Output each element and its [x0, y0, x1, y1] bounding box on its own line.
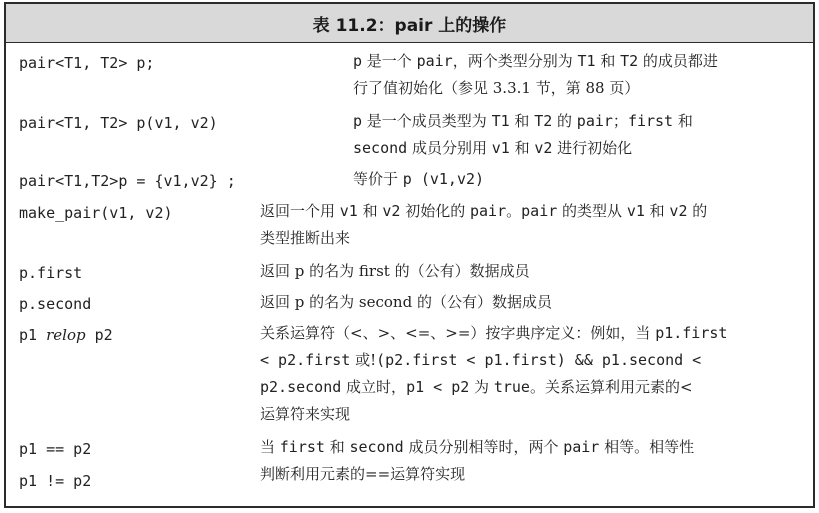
code-part: relop — [46, 326, 86, 344]
description-text: 。关系运算利用元素的< — [529, 378, 693, 396]
operation-description — [353, 48, 718, 102]
description-text: ，两个类型分别为 — [452, 52, 578, 70]
operation-code: p1 == p2 — [19, 440, 92, 458]
description-text: 和 — [509, 139, 535, 157]
description-text: 初始化的 — [400, 202, 470, 220]
description-text: 的 — [552, 112, 577, 130]
operation-code — [19, 326, 113, 344]
description-text: 返回 p 的名为 first 的（公有）数据成员 — [260, 262, 530, 280]
operation-description — [260, 258, 530, 285]
table-caption: 表 11.2：pair 上的操作 — [6, 4, 813, 43]
description-text: T2 — [534, 112, 553, 130]
operation-code: p.second — [19, 295, 92, 313]
description-text: 。 — [506, 202, 522, 220]
description-text: p — [353, 52, 363, 70]
description-line — [353, 48, 718, 75]
description-line — [260, 461, 694, 488]
description-text: 返回 p 的名为 second 的（公有）数据成员 — [260, 293, 552, 311]
operation-code: pair<T1,T2>p = {v1,v2} ; — [19, 172, 236, 190]
description-text: 和 — [595, 52, 621, 70]
description-text: 成员分别用 — [407, 139, 492, 157]
description-text: pair — [416, 52, 453, 70]
description-text: second — [353, 139, 408, 157]
description-text: pair — [563, 438, 600, 456]
description-text: 是一个 — [362, 52, 417, 70]
description-text: 成员分别相等时，两个 — [403, 438, 564, 456]
description-text: 成立时， — [341, 378, 407, 396]
description-text: 运算符来实现 — [260, 405, 351, 423]
description-text: v1 — [626, 202, 645, 220]
description-line — [353, 108, 693, 135]
description-text: ； — [612, 112, 628, 130]
description-text: 是一个成员类型为 — [362, 112, 492, 130]
description-text: p1 < p2 — [406, 378, 470, 396]
description-text: v2 — [669, 202, 688, 220]
operation-code: p.first — [19, 264, 83, 282]
description-text: 行了值初始化（参见 3.3.1 节，第 88 页） — [353, 79, 640, 97]
description-text: p — [353, 112, 363, 130]
operation-description — [353, 166, 484, 193]
description-text: 的类型从 — [557, 202, 627, 220]
description-text: 或! — [350, 351, 377, 369]
description-text: true — [493, 378, 530, 396]
description-text: 和 — [509, 112, 535, 130]
description-line — [353, 75, 718, 102]
code-part: p2 — [85, 326, 113, 344]
description-text: pair — [576, 112, 613, 130]
description-line — [260, 320, 727, 347]
description-text: first — [279, 438, 325, 456]
description-text: T2 — [620, 52, 639, 70]
operation-code: pair<T1, T2> p(v1, v2) — [19, 114, 218, 132]
description-text: second — [349, 438, 404, 456]
description-text: 为 — [469, 378, 494, 396]
description-text: 当 — [260, 438, 280, 456]
description-text: 返回一个用 — [260, 202, 340, 220]
description-line — [260, 434, 694, 461]
description-line — [260, 401, 727, 428]
operation-description — [260, 320, 727, 428]
description-text: 和 — [357, 202, 383, 220]
description-text: T1 — [491, 112, 510, 130]
operations-table — [4, 2, 815, 508]
description-text: v1 — [339, 202, 358, 220]
description-line — [260, 374, 727, 401]
description-text: v2 — [382, 202, 401, 220]
description-text: v2 — [534, 139, 553, 157]
description-text: p (v1,v2) — [402, 170, 485, 188]
operation-description — [260, 434, 694, 488]
description-line — [260, 225, 707, 252]
operation-description — [260, 289, 552, 316]
description-text: 进行初始化 — [552, 139, 633, 157]
description-text: 关系运算符（<、>、<=、>=）按字典序定义：例如，当 — [260, 324, 656, 342]
description-text: v1 — [491, 139, 510, 157]
description-line — [353, 135, 693, 162]
operation-description — [260, 198, 707, 252]
description-text: 和 — [644, 202, 670, 220]
operation-code: pair<T1, T2> p; — [19, 54, 155, 72]
description-text: 相等。相等性 — [599, 438, 695, 456]
description-line — [353, 166, 484, 193]
description-text: 和 — [324, 438, 350, 456]
operation-code: make_pair(v1, v2) — [19, 204, 173, 222]
description-text: p2.second — [260, 378, 342, 396]
operation-description — [353, 108, 693, 162]
code-part: p1 — [19, 326, 47, 344]
description-text: pair — [470, 202, 507, 220]
description-text: 等价于 — [353, 170, 403, 188]
description-text: first — [627, 112, 674, 130]
description-text: 判断利用元素的==运算符实现 — [260, 465, 466, 483]
description-text: 和 — [673, 112, 693, 130]
operation-code: p1 != p2 — [19, 472, 92, 490]
description-line — [260, 258, 530, 285]
description-text: 的成员都进 — [638, 52, 718, 70]
description-line — [260, 289, 552, 316]
description-line — [260, 198, 707, 225]
description-line — [260, 347, 727, 374]
description-text: < p2.first — [260, 351, 351, 369]
description-text: T1 — [577, 52, 596, 70]
description-text: p1.first — [655, 324, 728, 342]
description-text: (p2.first < p1.first) && p1.second < — [376, 351, 702, 369]
description-text: 类型推断出来 — [260, 229, 351, 247]
description-text: pair — [521, 202, 558, 220]
description-text: 的 — [687, 202, 708, 220]
